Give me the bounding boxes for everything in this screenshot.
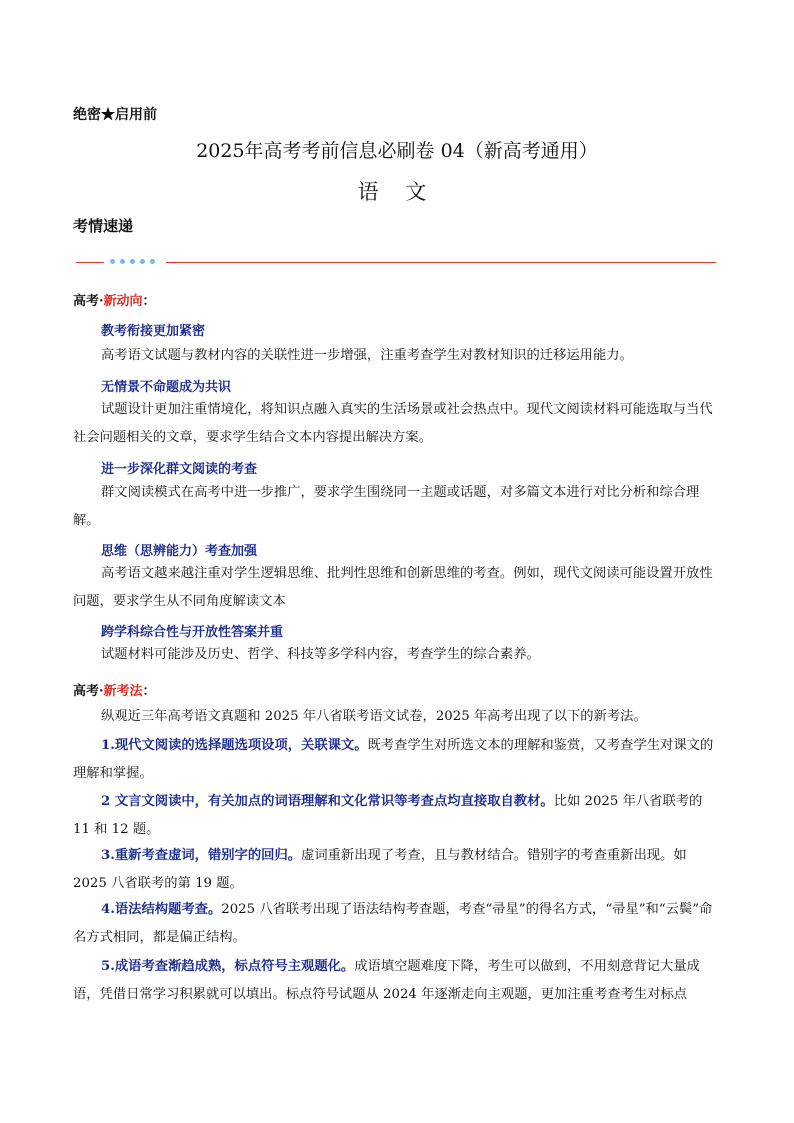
confidential-mark: 绝密★启用前 [73, 107, 157, 123]
trend-label-red: 新动向 [103, 294, 143, 309]
method-point-bold: 5.成语考查渐趋成熟，标点符号主观题化。 [101, 959, 355, 974]
trend-heading: 进一步深化群文阅读的考查 [101, 462, 258, 477]
method-label-prefix: 高考· [73, 684, 104, 699]
trend-label [73, 290, 156, 309]
trend-text: 群文阅读模式在高考中进一步推广，要求学生围绕同一主题或话题，对多篇文本进行对比分析和综合理解。 [73, 485, 700, 528]
trend-label-prefix: 高考· [73, 294, 104, 309]
method-intro: 纵观近三年高考语文真题和 2025 年八省联考语文试卷，2025 年高考出现了以下的新考法。 [101, 709, 647, 724]
subject-title: 语 文 [357, 180, 437, 204]
divider-dot [120, 259, 125, 264]
method-point-text: 既考查学生对所选文本的理解和鉴赏，又考查学生对课文的理解和掌握。 [73, 738, 714, 781]
method-point-bold: 2 文言文阅读中，有关加点的词语理解和文化常识等考查点均直接取自教材。 [101, 794, 554, 809]
section-heading: 考情速递 [73, 217, 134, 235]
divider-dots [110, 259, 155, 264]
divider-dot [110, 259, 115, 264]
method-point [73, 842, 723, 898]
divider-dot [140, 259, 145, 264]
trend-heading: 跨学科综合性与开放性答案并重 [101, 625, 284, 640]
method-point [73, 788, 723, 844]
page-title: 2025年高考考前信息必刷卷 04（新高考通用） [196, 140, 598, 162]
trend-heading: 无情景不命题成为共识 [101, 380, 232, 395]
trend-heading: 教考衔接更加紧密 [101, 324, 206, 339]
method-label [73, 680, 156, 699]
method-point [73, 953, 723, 1009]
section-divider [76, 262, 716, 265]
method-point-bold: 3.重新考查虚词，错别字的回归。 [101, 848, 302, 863]
method-point-bold: 1.现代文阅读的选择题选项设项，关联课文。 [101, 738, 368, 753]
method-point [73, 896, 723, 952]
method-point-text: 比如 2025 年八省联考的 11 和 12 题。 [73, 794, 703, 837]
trend-text: 高考语文越来越注重对学生逻辑思维、批判性思维和创新思维的考查。例如，现代文阅读可能设置开放性问题，要求学生从不同角度解读文本 [73, 566, 713, 609]
method-point-text: 成语填空题难度下降，考生可以做到，不用刻意背记大量成语，凭借日常学习积累就可以填出。标点符号试题从 2024 年逐渐走向主观题，更加注重考查考生对标点 [73, 959, 700, 1002]
trend-label-colon: ： [142, 294, 156, 309]
method-label-colon: ： [142, 684, 156, 699]
divider-dot [130, 259, 135, 264]
method-point [73, 732, 723, 788]
method-point-bold: 4.语法结构题考查。 [101, 902, 222, 917]
divider-line-left [76, 262, 104, 263]
trend-text: 高考语文试题与教材内容的关联性进一步增强，注重考查学生对教材知识的迁移运用能力。 [101, 348, 633, 363]
trend-heading: 思维（思辨能力）考查加强 [101, 544, 258, 559]
method-point-text: 2025 八省联考出现了语法结构考查题，考查“帚星”的得名方式，“帚星”和“云鬓”命名方式相同，都是偏正结构。 [73, 902, 713, 945]
trend-text: 试题设计更加注重情境化，将知识点融入真实的生活场景或社会热点中。现代文阅读材料可能选取与当代社会问题相关的文章，要求学生结合文本内容提出解决方案。 [73, 402, 713, 445]
method-point-text: 虚词重新出现了考查，且与教材结合。错别字的考查重新出现。如 2025 八省联考的第 19 题。 [73, 848, 687, 891]
method-label-red: 新考法 [103, 684, 143, 699]
divider-dot [150, 259, 155, 264]
divider-line-right [166, 262, 716, 263]
trend-text: 试题材料可能涉及历史、哲学、科技等多学科内容，考查学生的综合素养。 [101, 647, 540, 662]
